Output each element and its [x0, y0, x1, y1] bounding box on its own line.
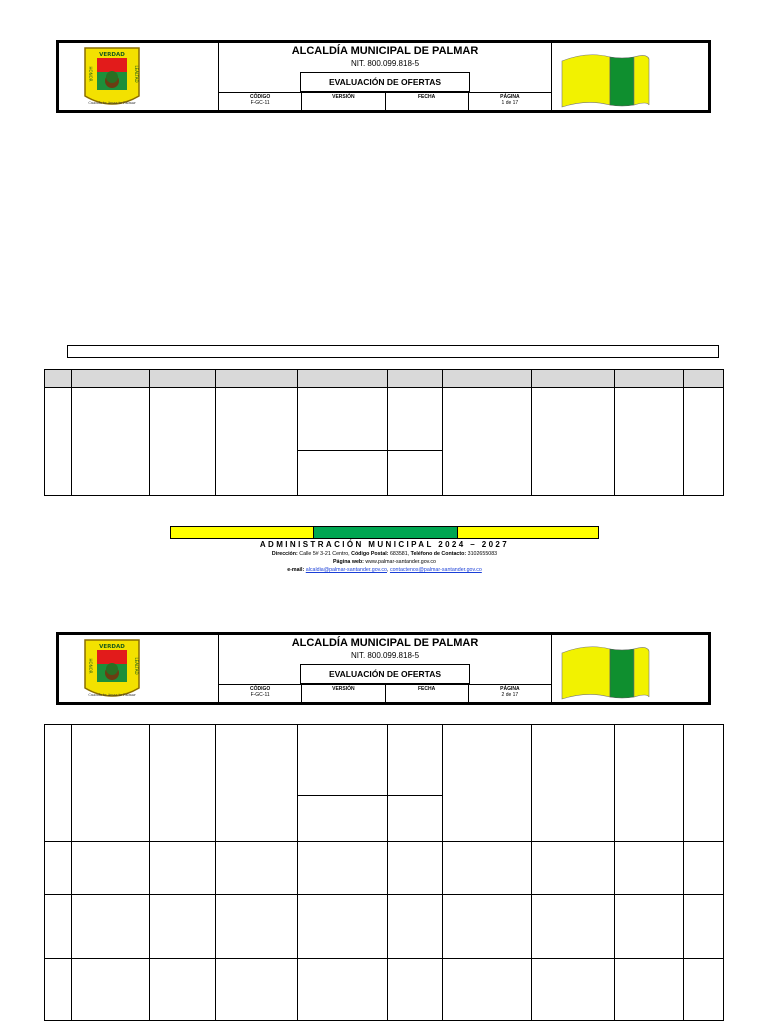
code-cell: CÓDIGO F-GC-11 — [219, 93, 302, 110]
table-cell — [71, 724, 150, 842]
website-link[interactable]: www.palmar-santander.gov.co — [365, 559, 436, 565]
email-link-alcaldia[interactable]: alcaldia@palmar-santander.gov.co — [305, 567, 387, 573]
footer-bar-yellow — [171, 527, 313, 538]
table-cell — [44, 724, 72, 842]
table-cell — [297, 450, 388, 496]
table-cell — [215, 958, 298, 1021]
table-header-cell — [614, 369, 684, 388]
version-cell: VERSIÓN — [302, 93, 385, 110]
table-cell — [442, 894, 532, 959]
header-center — [219, 43, 552, 110]
doc-meta-row — [219, 92, 551, 110]
svg-text:LEALTAD: LEALTAD — [134, 65, 139, 83]
table-cell — [215, 894, 298, 959]
table-cell — [442, 958, 532, 1021]
table-cell — [683, 894, 724, 959]
code-cell: CÓDIGO F-GC-11 — [219, 685, 302, 702]
date-cell: FECHA — [386, 93, 469, 110]
svg-text:VERDAD: VERDAD — [99, 52, 125, 58]
table-cell — [71, 841, 150, 895]
document-name-box: EVALUACIÓN DE OFERTAS — [300, 72, 470, 92]
footer-bar-yellow — [458, 527, 598, 538]
table-cell — [71, 958, 150, 1021]
footer-admin-title: ADMINISTRACIÓN MUNICIPAL 2024 – 2027 — [259, 540, 510, 549]
table-header-cell — [387, 369, 443, 388]
version-cell: VERSIÓN — [302, 685, 385, 702]
page-cell: PÁGINA 2 de 17 — [469, 685, 551, 702]
table-header-cell — [683, 369, 724, 388]
flag-cell — [552, 635, 708, 702]
page-header-2 — [56, 632, 711, 705]
table-cell — [44, 387, 72, 496]
table-header-cell — [215, 369, 298, 388]
table-cell — [442, 724, 532, 842]
table-cell — [44, 841, 72, 895]
table-cell — [614, 387, 684, 496]
table-cell — [387, 450, 443, 496]
svg-text:Cuando te Amas te Palmar: Cuando te Amas te Palmar — [88, 693, 136, 697]
table-cell — [215, 387, 298, 496]
table-cell — [683, 958, 724, 1021]
logo-cell — [59, 43, 219, 110]
table-cell — [297, 841, 388, 895]
footer-color-bar — [170, 526, 599, 539]
section-title-box — [67, 345, 719, 358]
table-cell — [531, 958, 615, 1021]
table-cell — [531, 894, 615, 959]
page-number: 2 de 17 — [501, 692, 519, 698]
footer-bar-green — [313, 527, 458, 538]
table-cell — [215, 724, 298, 842]
table-cell — [442, 841, 532, 895]
table-cell — [297, 958, 388, 1021]
table-cell — [44, 958, 72, 1021]
page-title: ALCALDÍA MUNICIPAL DE PALMAR — [291, 637, 479, 649]
header-center — [219, 635, 552, 702]
table-cell — [149, 387, 216, 496]
table-header-cell — [297, 369, 388, 388]
table-cell — [387, 724, 443, 796]
page-title: ALCALDÍA MUNICIPAL DE PALMAR — [291, 45, 479, 57]
footer-address-line: Dirección: Calle 5# 3-21 Centro, Código Postal: 683581, Teléfono de Contacto: 3102655083 — [271, 551, 498, 557]
table-cell — [297, 724, 388, 796]
municipal-flag-icon — [552, 635, 708, 702]
table-cell — [387, 958, 443, 1021]
table-cell — [149, 841, 216, 895]
table-cell — [614, 841, 684, 895]
table-cell — [683, 841, 724, 895]
table-cell — [614, 724, 684, 842]
table-cell — [683, 724, 724, 842]
footer-web-line: Página web: www.palmar-santander.gov.co — [333, 559, 436, 565]
table-cell — [297, 795, 388, 842]
table-cell — [149, 958, 216, 1021]
table-cell — [297, 387, 388, 451]
table-cell — [71, 894, 150, 959]
table-cell — [149, 894, 216, 959]
table-cell — [614, 894, 684, 959]
doc-meta-row — [219, 684, 551, 702]
table-cell — [44, 894, 72, 959]
table-cell — [531, 841, 615, 895]
svg-text:Cuando te Amas te Palmar: Cuando te Amas te Palmar — [88, 101, 136, 105]
table-cell — [387, 795, 443, 842]
nit-text: NIT. 800.099.818-5 — [350, 59, 420, 68]
flag-cell — [552, 43, 708, 110]
table-cell — [531, 724, 615, 842]
table-cell — [387, 387, 443, 451]
table-cell — [683, 387, 724, 496]
table-cell — [215, 841, 298, 895]
table-cell — [442, 387, 532, 496]
date-cell: FECHA — [386, 685, 469, 702]
municipal-crest-logo — [83, 638, 141, 702]
nit-text: NIT. 800.099.818-5 — [350, 651, 420, 660]
page-number: 1 de 17 — [501, 100, 519, 106]
table-cell — [614, 958, 684, 1021]
footer-email-line: e-mail: alcaldia@palmar-santander.gov.co, contactenos@palmar-santander.gov.co — [287, 567, 482, 573]
svg-text:HONOR: HONOR — [88, 658, 93, 674]
table-cell — [387, 894, 443, 959]
table-header-cell — [442, 369, 532, 388]
email-link-contactenos[interactable]: contactenos@palmar-santander.gov.co — [389, 567, 482, 573]
municipal-flag-icon — [552, 43, 708, 110]
table-header-cell — [71, 369, 150, 388]
page-cell: PÁGINA 1 de 17 — [469, 93, 551, 110]
svg-text:LEALTAD: LEALTAD — [134, 657, 139, 675]
table-header-cell — [44, 369, 72, 388]
table-cell — [149, 724, 216, 842]
document-name-box: EVALUACIÓN DE OFERTAS — [300, 664, 470, 684]
page-header-1 — [56, 40, 711, 113]
svg-text:HONOR: HONOR — [88, 66, 93, 82]
table-cell — [297, 894, 388, 959]
table-cell — [71, 387, 150, 496]
logo-cell — [59, 635, 219, 702]
table-cell — [387, 841, 443, 895]
table-header-cell — [149, 369, 216, 388]
municipal-crest-logo — [83, 46, 141, 110]
svg-text:VERDAD: VERDAD — [99, 644, 125, 650]
table-header-cell — [531, 369, 615, 388]
table-cell — [531, 387, 615, 496]
